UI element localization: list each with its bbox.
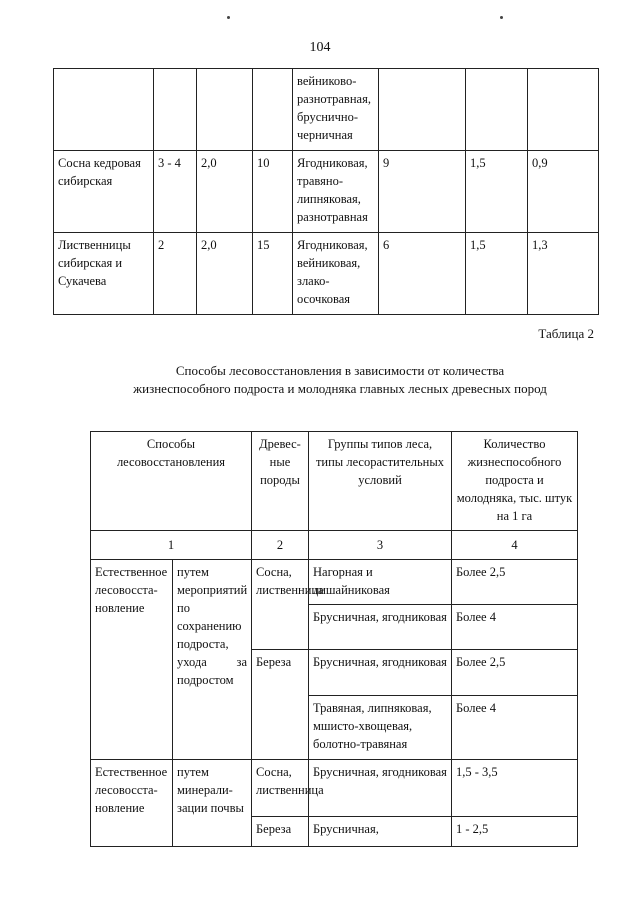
- forest-group-cell: Брусничная, ягодниковая: [309, 605, 452, 650]
- table-cell: Сосна кедровая сибирская: [54, 151, 154, 233]
- amount-cell: 1,5 - 3,5: [452, 760, 578, 817]
- table-cell: [54, 69, 154, 151]
- table-title: Способы лесовосстановления в зависимости от количества жизнеспособного подроста и молодняка главных лесных древесных пород: [133, 363, 547, 396]
- amount-cell: Более 2,5: [452, 650, 578, 696]
- amount-cell: Более 4: [452, 605, 578, 650]
- species-cell: Сосна, лиственница: [252, 560, 309, 650]
- column-header: Древес-ные породы: [252, 432, 309, 531]
- table-cell: [154, 69, 197, 151]
- table-row: [54, 69, 599, 151]
- species-cell: Сосна, лиственница: [252, 760, 309, 817]
- table-cell: 2,0: [197, 151, 253, 233]
- table-cell: [253, 69, 293, 151]
- table-cell: 9: [379, 151, 466, 233]
- species-cell: Береза: [252, 650, 309, 760]
- table-row: [91, 760, 578, 817]
- scan-speck: [500, 16, 503, 19]
- table-cell: 15: [253, 233, 293, 315]
- amount-cell: 1 - 2,5: [452, 817, 578, 847]
- header-row: [91, 432, 578, 531]
- continuation-table: [53, 68, 599, 315]
- table-cell: Ягодниковая, вейниковая, злако-осочковая: [293, 233, 379, 315]
- forest-group-cell: Травяная, липняковая, мшисто-хвощевая, болотно-травяная: [309, 696, 452, 760]
- column-header: Количество жизнеспособного подроста и молодняка, тыс. штук на 1 га: [452, 432, 578, 531]
- method-cell: Естественное лесовосста-новление: [91, 760, 173, 847]
- forest-group-cell: Нагорная и лишайниковая: [309, 560, 452, 605]
- table-cell: 0,9: [528, 151, 599, 233]
- table-cell: вейниково-разнотравная, бруснично-черничная: [293, 69, 379, 151]
- column-number: 4: [452, 531, 578, 560]
- forest-group-cell: Брусничная, ягодниковая: [309, 650, 452, 696]
- table-cell: 2,0: [197, 233, 253, 315]
- table-row: [54, 151, 599, 233]
- table-cell: 1,5: [466, 151, 528, 233]
- table-cell: 3 - 4: [154, 151, 197, 233]
- page-number: 104: [309, 40, 331, 55]
- amount-cell: Более 2,5: [452, 560, 578, 605]
- forest-group-cell: Брусничная, ягодниковая: [309, 760, 452, 817]
- amount-cell: Более 4: [452, 696, 578, 760]
- table-cell: 10: [253, 151, 293, 233]
- table-cell: [379, 69, 466, 151]
- forest-group-cell: Брусничная,: [309, 817, 452, 847]
- species-cell: Береза: [252, 817, 309, 847]
- table-cell: [466, 69, 528, 151]
- table-row: [91, 560, 578, 605]
- table-label: Таблица 2: [538, 326, 594, 341]
- means-cell: путем минерали-зации почвы: [173, 760, 252, 847]
- method-cell: Естественное лесовосста-новление: [91, 560, 173, 760]
- column-header: Группы типов леса, типы лесорастительных условий: [309, 432, 452, 531]
- column-number: 1: [91, 531, 252, 560]
- column-number: 3: [309, 531, 452, 560]
- column-header: Способы лесовосстановления: [91, 432, 252, 531]
- table-cell: 2: [154, 233, 197, 315]
- table-cell: Лиственницы сибирская и Сукачева: [54, 233, 154, 315]
- scan-speck: [227, 16, 230, 19]
- table-cell: [528, 69, 599, 151]
- table-cell: 6: [379, 233, 466, 315]
- table-cell: 1,5: [466, 233, 528, 315]
- table-cell: 1,3: [528, 233, 599, 315]
- column-number: 2: [252, 531, 309, 560]
- table-row: [54, 233, 599, 315]
- column-number-row: [91, 531, 578, 560]
- table-cell: Ягодниковая, травяно-липняковая, разнотравная: [293, 151, 379, 233]
- reforestation-table: [90, 431, 578, 847]
- means-cell: путем мероприятий по сохранению подроста, ухода за подростом: [173, 560, 252, 760]
- table-cell: [197, 69, 253, 151]
